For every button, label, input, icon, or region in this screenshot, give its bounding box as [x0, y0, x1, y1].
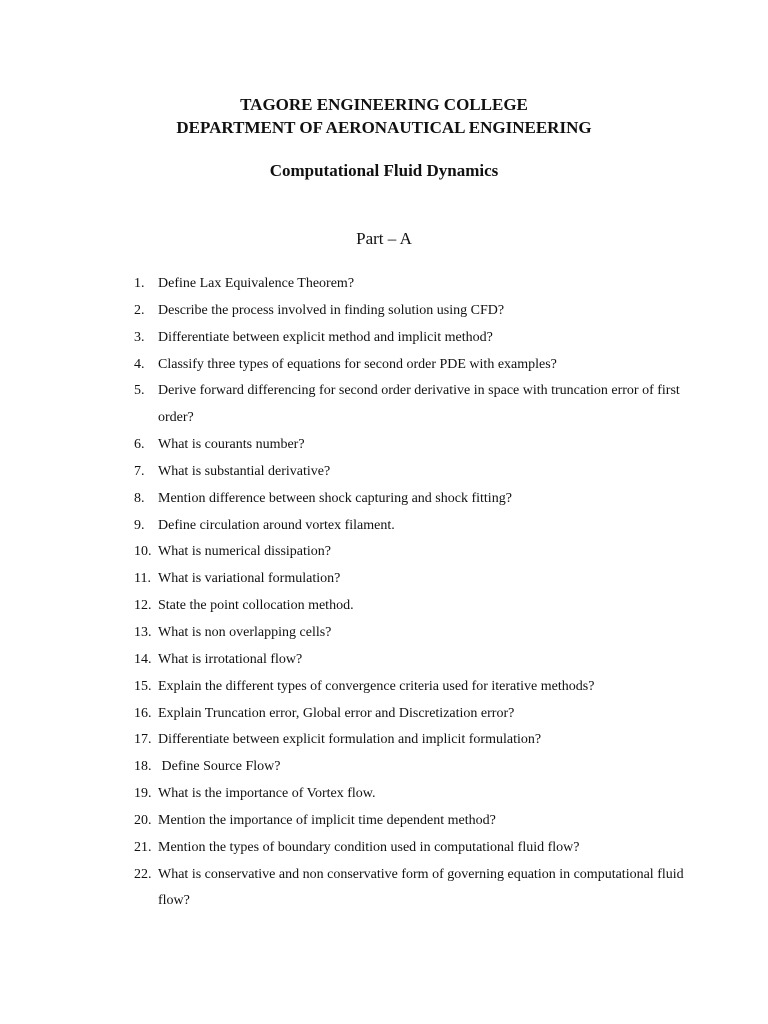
question-item	[134, 459, 694, 486]
question-text: Explain the different types of convergence criteria used for iterative methods?	[158, 678, 595, 694]
question-item	[134, 862, 694, 916]
question-number: 2.	[134, 302, 145, 318]
department-name: DEPARTMENT OF AERONAUTICAL ENGINEERING	[176, 118, 592, 137]
question-item	[134, 593, 694, 620]
question-item	[134, 513, 694, 540]
question-text: What is the importance of Vortex flow.	[158, 786, 376, 802]
question-number: 17.	[134, 732, 152, 748]
question-number: 1.	[134, 276, 145, 291]
question-number: 8.	[134, 490, 145, 506]
question-number: 4.	[134, 356, 145, 372]
question-item	[134, 674, 694, 701]
question-number: 5.	[134, 383, 145, 399]
question-item	[134, 620, 694, 647]
course-title: Computational Fluid Dynamics	[269, 161, 499, 180]
question-text: What is variational formulation?	[158, 571, 341, 587]
question-text: Explain Truncation error, Global error and Discretization error?	[158, 705, 515, 721]
question-number: 16.	[134, 705, 152, 721]
question-item	[134, 647, 694, 674]
question-item	[134, 701, 694, 728]
question-text: Mention difference between shock capturing and shock fitting?	[158, 490, 512, 506]
question-number: 3.	[134, 329, 145, 345]
question-item	[134, 298, 694, 325]
question-text: Define Lax Equivalence Theorem?	[158, 276, 355, 291]
question-text: What is irrotational flow?	[158, 651, 303, 667]
question-text: Define circulation around vortex filament.	[158, 517, 395, 533]
question-text: Differentiate between explicit method and implicit method?	[158, 329, 493, 345]
question-number: 9.	[134, 517, 145, 533]
question-item	[134, 727, 694, 754]
college-name: TAGORE ENGINEERING COLLEGE	[240, 95, 528, 114]
question-item	[134, 325, 694, 352]
question-item	[134, 808, 694, 835]
question-text: What is substantial derivative?	[158, 463, 331, 479]
question-item	[134, 432, 694, 459]
question-text: Derive forward differencing for second order derivative in space with truncation error of first order?	[158, 383, 680, 426]
question-number: 15.	[134, 678, 152, 694]
question-item	[134, 566, 694, 593]
question-number: 21.	[134, 839, 152, 855]
question-text: Mention the importance of implicit time dependent method?	[158, 812, 496, 828]
question-item	[134, 352, 694, 379]
part-heading: Part – A	[356, 229, 412, 248]
question-number: 11.	[134, 571, 151, 587]
question-number: 18.	[134, 759, 152, 775]
question-text: State the point collocation method.	[158, 598, 354, 614]
question-text: What is numerical dissipation?	[158, 544, 332, 560]
question-text: Classify three types of equations for second order PDE with examples?	[158, 356, 557, 372]
question-list	[134, 271, 694, 915]
question-item	[134, 271, 694, 298]
question-number: 10.	[134, 544, 152, 560]
question-number: 12.	[134, 598, 152, 614]
question-text: Define Source Flow?	[158, 759, 281, 775]
question-text: Mention the types of boundary condition used in computational fluid flow?	[158, 839, 580, 855]
question-text: What is non overlapping cells?	[158, 624, 332, 640]
question-item	[134, 486, 694, 513]
question-number: 14.	[134, 651, 152, 667]
question-number: 13.	[134, 624, 152, 640]
question-item	[134, 754, 694, 781]
question-item	[134, 781, 694, 808]
question-number: 6.	[134, 437, 145, 453]
question-number: 22.	[134, 866, 152, 882]
question-item	[134, 378, 694, 432]
question-item	[134, 539, 694, 566]
question-number: 19.	[134, 786, 152, 802]
question-item	[134, 835, 694, 862]
question-text: Differentiate between explicit formulation and implicit formulation?	[158, 732, 542, 748]
question-text: What is courants number?	[158, 437, 305, 453]
question-text: Describe the process involved in finding solution using CFD?	[158, 302, 505, 318]
question-text: What is conservative and non conservative form of governing equation in computational fluid flow?	[158, 866, 684, 909]
question-number: 7.	[134, 463, 145, 479]
question-number: 20.	[134, 812, 152, 828]
